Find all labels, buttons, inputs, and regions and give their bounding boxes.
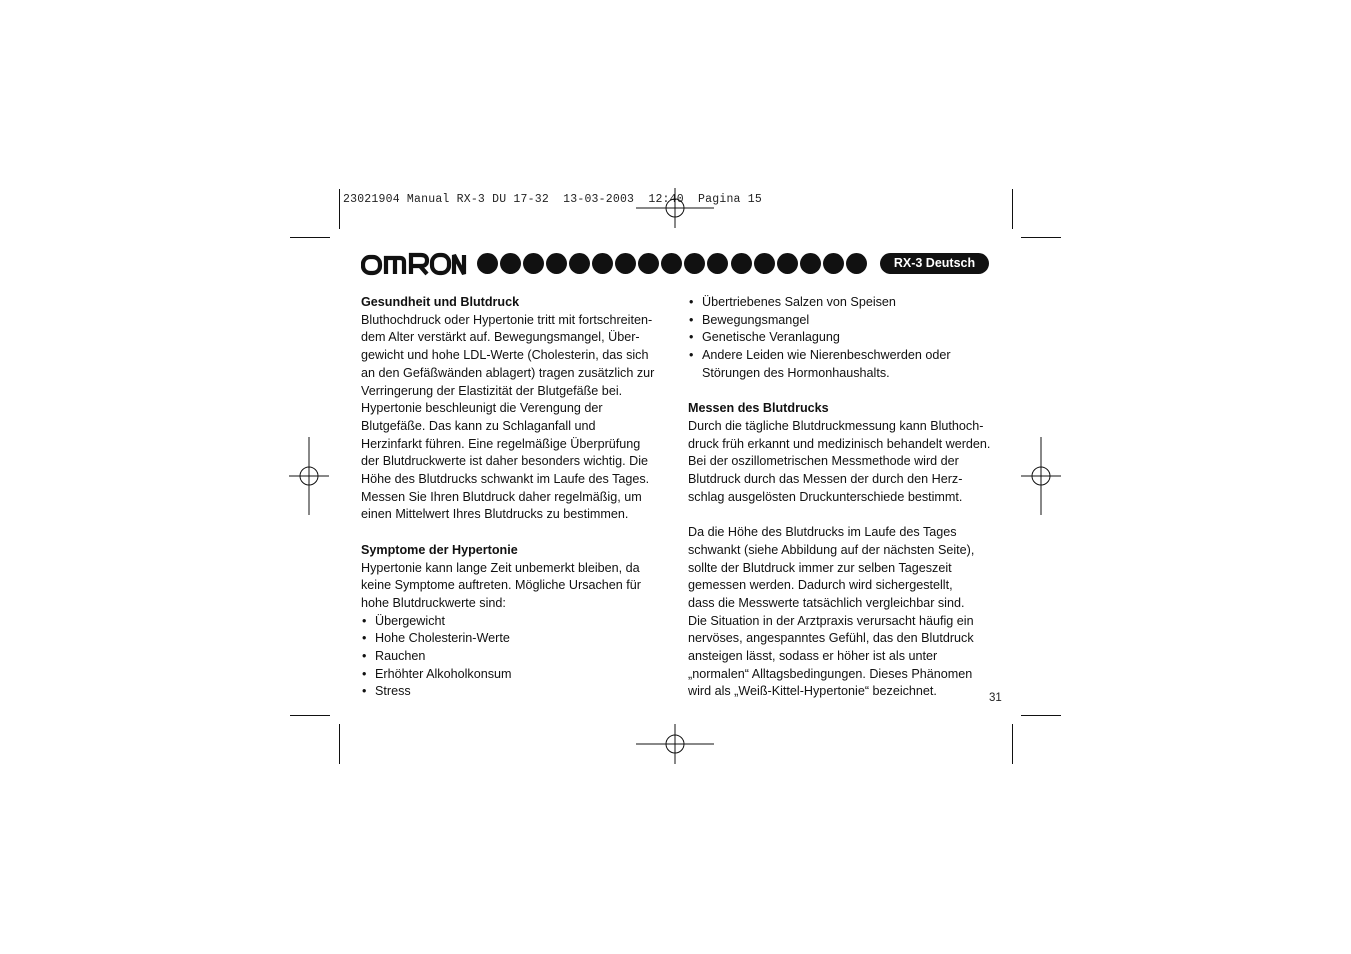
- print-job-header: 23021904 Manual RX-3 DU 17-32 13-03-2003 12:40 Pagina 15: [343, 193, 762, 206]
- decorative-dot: [477, 253, 498, 274]
- decorative-dot: [592, 253, 613, 274]
- list-item-line: Andere Leiden wie Nierenbeschwerden oder: [702, 348, 951, 363]
- decorative-dot: [846, 253, 867, 274]
- body-line: Blutgefäße. Das kann zu Schlaganfall und: [361, 418, 596, 433]
- list-item: • Bewegungsmangel: [688, 312, 993, 330]
- body-line: ansteigen lässt, sodass er höher ist als unter: [688, 649, 938, 664]
- list-item: • Übertriebenes Salzen von Speisen: [688, 294, 993, 312]
- decorative-dot: [684, 253, 705, 274]
- body-line: Blutdruck durch das Messen der durch den Herz-: [688, 472, 963, 487]
- registration-mark-icon: [636, 705, 714, 783]
- list-item: • Stress: [361, 683, 666, 701]
- decorative-dot: [523, 253, 544, 274]
- decorative-dot: [754, 253, 775, 274]
- list-item: • Genetische Veranlagung: [688, 329, 993, 347]
- body-line: einen Mittelwert Ihres Blutdrucks zu bestimmen.: [361, 507, 629, 522]
- body-line: sollte der Blutdruck immer zur selben Tageszeit: [688, 560, 952, 575]
- body-line: schlag ausgelösten Druckunterschiede bestimmt.: [688, 489, 963, 504]
- decorative-dot: [569, 253, 590, 274]
- body-line: an den Gefäßwänden ablagert) tragen zusätzlich zur: [361, 365, 655, 380]
- body-line: gewicht und hohe LDL-Werte (Cholesterin, das sich: [361, 348, 649, 363]
- body-line: dass die Messwerte tatsächlich vergleichbar sind.: [688, 595, 965, 610]
- model-language-badge: RX-3 Deutsch: [880, 253, 989, 274]
- decorative-dot: [638, 253, 659, 274]
- section-heading: Messen des Blutdrucks: [688, 401, 829, 416]
- right-column: [688, 294, 993, 701]
- body-line: nervöses, angespanntes Gefühl, das den Blutdruck: [688, 631, 974, 646]
- list-item: • Rauchen: [361, 648, 666, 666]
- body-line: „normalen“ Alltagsbedingungen. Dieses Phänomen: [688, 666, 973, 681]
- crop-mark: [290, 237, 330, 238]
- list-item: • Übergewicht: [361, 613, 666, 631]
- body-line: Höhe des Blutdrucks schwankt im Laufe des Tages.: [361, 472, 650, 487]
- omron-logo: [361, 251, 469, 277]
- page-number: 31: [989, 692, 1002, 704]
- list-item: [688, 347, 993, 382]
- body-line: dem Alter verstärkt auf. Bewegungsmangel, Über-: [361, 330, 640, 345]
- section-heading: Symptome der Hypertonie: [361, 542, 518, 557]
- body-line: schwankt (siehe Abbildung auf der nächsten Seite),: [688, 542, 975, 557]
- decorative-dot: [615, 253, 636, 274]
- body-line: Bei der oszillometrischen Messmethode wird der: [688, 454, 959, 469]
- body-line: druck früh erkannt und medizinisch behandelt werden.: [688, 436, 991, 451]
- crop-mark: [1012, 189, 1013, 229]
- crop-mark: [339, 724, 340, 764]
- body-line: hohe Blutdruckwerte sind:: [361, 595, 506, 610]
- body-line: Herzinfarkt führen. Eine regelmäßige Überprüfung: [361, 436, 641, 451]
- body-line: Hypertonie kann lange Zeit unbemerkt bleiben, da: [361, 560, 640, 575]
- registration-mark-icon: [636, 169, 714, 247]
- crop-mark: [1021, 237, 1061, 238]
- body-line: der Blutdruckwerte ist daher besonders wichtig. Die: [361, 454, 648, 469]
- decorative-dot: [707, 253, 728, 274]
- crop-mark: [290, 715, 330, 716]
- decorative-dot: [546, 253, 567, 274]
- body-line: Durch die tägliche Blutdruckmessung kann Bluthoch-: [688, 418, 984, 433]
- body-line: Verringerung der Elastizität der Blutgefäße bei.: [361, 383, 623, 398]
- registration-mark-icon: [1002, 437, 1080, 515]
- body-line: Messen Sie Ihren Blutdruck daher regelmäßig, um: [361, 489, 642, 504]
- crop-mark: [339, 189, 340, 229]
- list-item: • Erhöhter Alkoholkonsum: [361, 666, 666, 684]
- list-item: • Hohe Cholesterin-Werte: [361, 630, 666, 648]
- section-heading: Gesundheit und Blutdruck: [361, 295, 520, 309]
- body-line: Da die Höhe des Blutdrucks im Laufe des Tages: [688, 525, 957, 540]
- body-line: Die Situation in der Arztpraxis verursacht häufig ein: [688, 613, 974, 628]
- cause-list: [361, 613, 666, 702]
- decorative-dot: [823, 253, 844, 274]
- crop-mark: [1012, 724, 1013, 764]
- decorative-dot: [731, 253, 752, 274]
- decorative-dot: [500, 253, 521, 274]
- registration-mark-icon: [270, 437, 348, 515]
- decorative-dot: [800, 253, 821, 274]
- brand-header: [361, 251, 991, 277]
- list-item-line: Störungen des Hormonhaushalts.: [702, 365, 890, 380]
- body-line: wird als „Weiß-Kittel-Hypertonie“ bezeichnet.: [688, 684, 937, 699]
- crop-mark: [1021, 715, 1061, 716]
- body-line: Hypertonie beschleunigt die Verengung der: [361, 401, 603, 416]
- decorative-dot: [777, 253, 798, 274]
- decorative-dot: [661, 253, 682, 274]
- body-line: keine Symptome auftreten. Mögliche Ursachen für: [361, 578, 641, 593]
- cause-list-continued: [688, 294, 993, 383]
- left-column: [361, 294, 666, 701]
- decorative-dot-row: [477, 253, 867, 274]
- body-line: gemessen werden. Dadurch wird sichergestellt,: [688, 578, 953, 593]
- body-line: Bluthochdruck oder Hypertonie tritt mit fortschreiten-: [361, 312, 653, 327]
